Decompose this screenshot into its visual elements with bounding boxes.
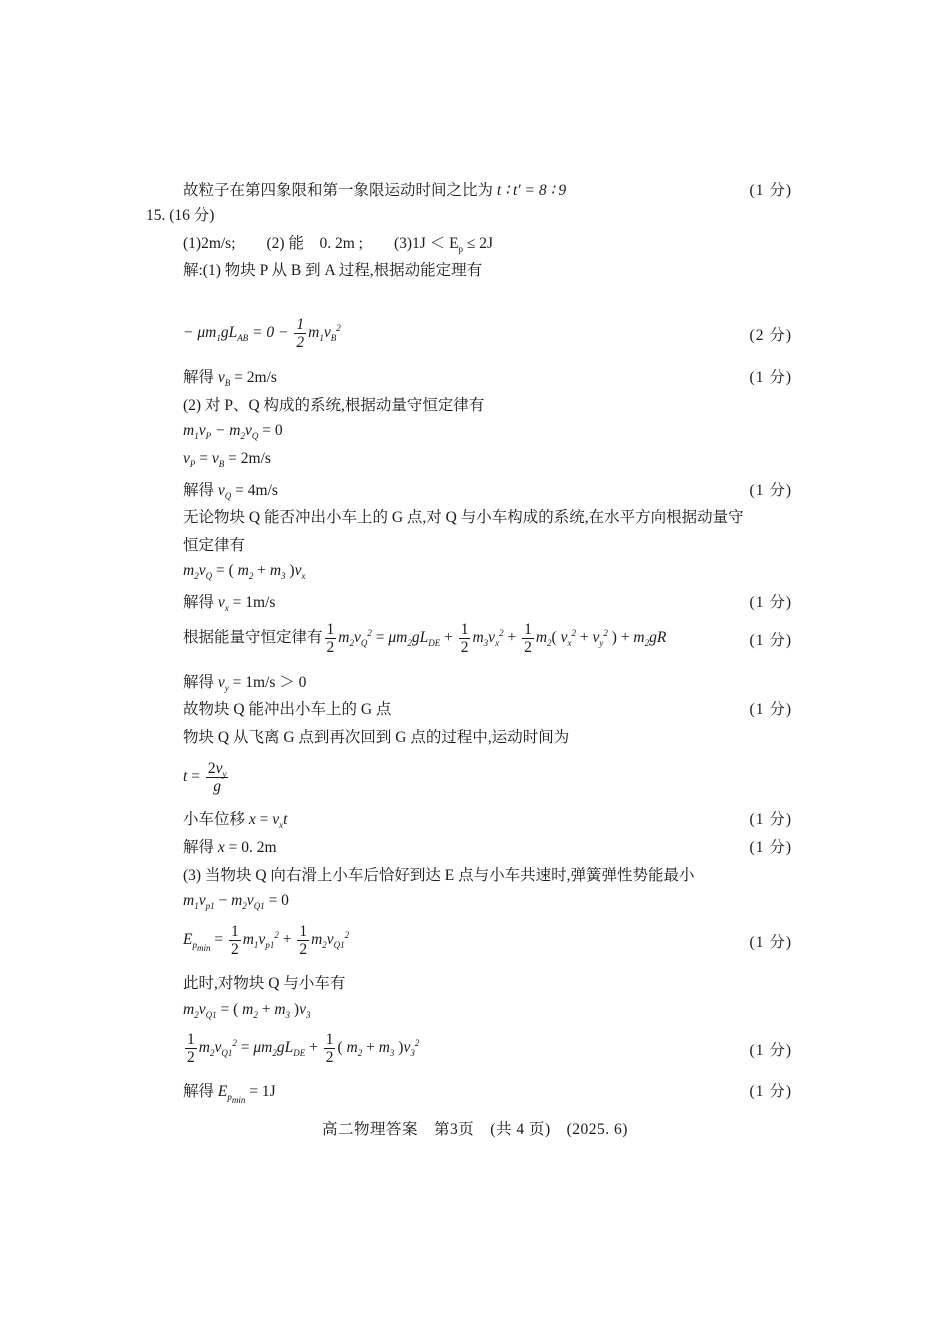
text: 解得: [183, 594, 218, 611]
text: 解得: [183, 839, 218, 856]
equation-kinetic-energy: − $\mu m_1gL_{AB} = 0$ − $\frac{1}{2}$ $m_1v_B^2$ (2 分): [183, 316, 792, 352]
equation-energy-v3: $\frac{1}{2}$ $m_2v_{Q1}^2 = \mu m_2gL_{DE}$ + $\frac{1}{2}$ ( $m_2 + m_3$ )$v_3^2$ (1 分): [187, 1031, 792, 1067]
text: 根据能量守恒定律有: [183, 629, 323, 647]
equation-momentum: $m_1v_P - m_2v_Q = 0$: [183, 422, 283, 442]
text: (3) 当物块 Q 向右滑上小车后恰好到达 E 点与小车共速时,弹簧弹性势能最小: [183, 867, 695, 884]
equation-horizontal-momentum: $m_2v_Q$ = ( $m_2 + m_3$ )$v_x$: [183, 562, 306, 582]
time-intro: [183, 725, 792, 747]
sub: p: [458, 244, 464, 255]
equation-momentum-p1: $m_1v_{p1} - m_2v_{Q1} = 0$: [183, 892, 289, 912]
text: 小车位移: [183, 811, 249, 828]
equation-energy: 根据能量守恒定律有 $\frac{1}{2}$ $m_2v_Q^2 = \mu m_2gL_{DE}$ + $\frac{1}{2}$ $m_3v_x^2$ + $\frac{1}{2}$ $m_2$( $v_x^2 + v_y^2$ ) + $m_2gR$ (1 分): [183, 621, 792, 657]
score-label: (1 分): [749, 701, 792, 718]
text: 此时,对物块 Q 与小车有: [183, 975, 346, 992]
system-text-2: [183, 533, 792, 555]
text: (2) 对 P、Q 构成的系统,根据动量守恒定律有: [183, 397, 485, 414]
equation-vp: $v_P = v_B = 2m/s$: [183, 450, 271, 470]
displacement: 小车位移 $x = v_xt$ (1 分): [183, 807, 792, 829]
text: 恒定律有: [183, 537, 246, 554]
solution-intro: [183, 258, 792, 280]
score-label: (1 分): [749, 839, 792, 856]
conclusion-g: [183, 697, 792, 719]
line-time-ratio: [183, 178, 792, 200]
result-x: 解得 x = 0. 2m (1 分): [183, 835, 792, 857]
result-vb: 解得 $v_B = 2m/s$ (1 分): [183, 365, 792, 387]
result-vq: 解得 $v_Q = 4m/s$ (1 分): [183, 478, 792, 500]
part3-intro: [183, 863, 792, 885]
score-label: (1 分): [749, 482, 792, 499]
text: 解得: [183, 482, 218, 499]
question-title: 15. (16 分): [146, 207, 215, 224]
text: 无论物块 Q 能否冲出小车上的 G 点,对 Q 与小车构成的系统,在水平方向根据动量守: [183, 509, 744, 526]
text: 解:(1) 物块 P 从 B 到 A 过程,根据动能定理有: [183, 262, 483, 279]
score-label: (1 分): [749, 933, 792, 951]
score-label: (1 分): [749, 369, 792, 386]
score-label: (1 分): [749, 631, 792, 649]
text: (1)2m/s; (2) 能 0. 2m ; (3)1J ＜ E: [183, 235, 459, 252]
text: 解得: [183, 1083, 218, 1100]
score-label: (1 分): [749, 811, 792, 828]
momentum-intro: [183, 393, 792, 415]
system-text-1: [183, 505, 792, 527]
score-label: (1 分): [749, 182, 792, 199]
result-vx: 解得 $v_x = 1m/s$ (1 分): [183, 590, 792, 612]
page-footer: 高二物理答案 第3页 (共 4 页) (2025. 6): [322, 1121, 628, 1138]
equation-v3: $m_2v_{Q1}$ = ( $m_2 + m_3$ )$v_3$: [183, 1001, 311, 1021]
system-q-cart: [183, 971, 792, 993]
answer-summary: [183, 231, 792, 253]
text: 解得: [183, 369, 218, 386]
result-epmin: 解得 $E_{p_{min}} = 1J$ (1 分): [183, 1079, 792, 1101]
question-number: [146, 203, 792, 225]
text: ≤ 2J: [463, 235, 494, 252]
text: 物块 Q 从飞离 G 点到再次回到 G 点的过程中,运动时间为: [183, 729, 570, 746]
score-label: (1 分): [749, 594, 792, 611]
equation-epmin: $E_{p_{min}}$ = $\frac{1}{2}$ $m_1v_{p1}^2$ + $\frac{1}{2}$ $m_2v_{Q1}^2$ (1 分): [183, 923, 792, 959]
text: 故物块 Q 能冲出小车上的 G 点: [183, 701, 392, 718]
math-expr: t ∶ t′ = 8 ∶ 9: [496, 182, 567, 199]
text: 解得: [183, 674, 218, 691]
equation-time: t = $\frac{2v_y}{g}$: [183, 760, 227, 796]
score-label: (1 分): [749, 1041, 792, 1059]
text: 故粒子在第四象限和第一象限运动时间之比为: [183, 182, 497, 199]
score-label: (2 分): [749, 326, 792, 344]
score-label: (1 分): [749, 1083, 792, 1100]
result-vy: 解得 $v_y = 1m/s > 0$: [183, 674, 307, 694]
